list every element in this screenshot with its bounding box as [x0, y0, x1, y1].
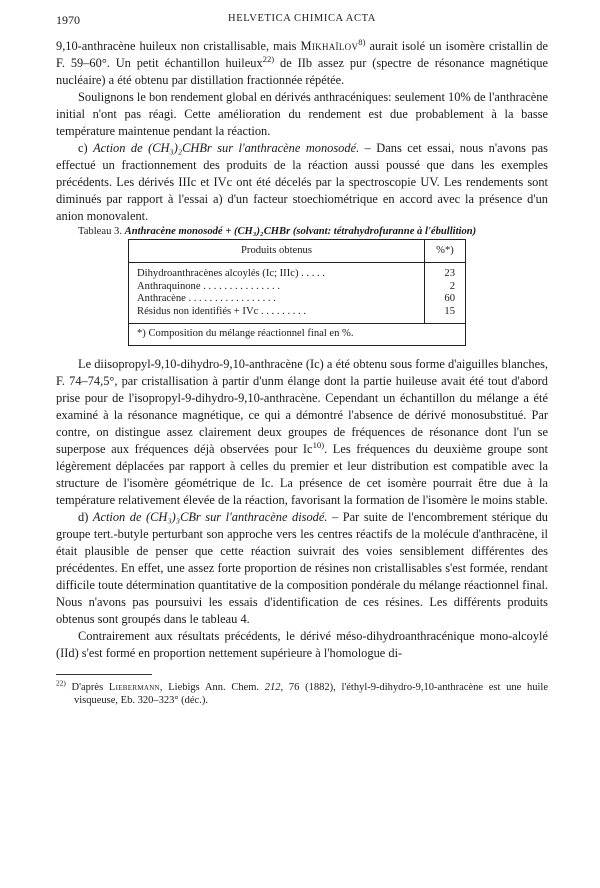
- footnote-marker: 22): [56, 678, 66, 687]
- table-footnote: *) Composition du mélange réactionnel final en %.: [137, 328, 354, 339]
- section-heading-c: Action de (CH₃)₂CHBr sur l'anthracène monosodé.: [93, 141, 360, 155]
- results-table: [128, 239, 466, 346]
- reference-marker: 10): [312, 439, 325, 450]
- footnote-divider: [56, 674, 152, 675]
- table-row-value: 15: [444, 305, 455, 317]
- table-row-label: Anthraquinone . . . . . . . . . . . . . . .: [137, 280, 281, 292]
- column-header-percent: %*): [436, 245, 454, 256]
- column-header-products: Produits obtenus: [129, 240, 425, 262]
- footnote-volume: 212: [264, 681, 281, 693]
- section-heading-d: Action de (CH₃)₃CBr sur l'anthracène disodé.: [92, 509, 328, 524]
- running-header: [56, 13, 548, 29]
- footnote: $^{22)}$ D'après Liebermann, Liebigs Ann. Chem. 212, 76 (1882), l'éthyl-9-dihydro-9,10-anthracène est une huile visqueuse, Eb. 320–323° (déc.).: [56, 678, 548, 706]
- paragraph-5: d) Action de (CH₃)₃CBr sur l'anthracène disodé. – Par suite de l'encombrement stérique du groupe tert.-butyle perturbant son approche vers les centres réactifs de la molécule d'anthracène, il était plausible de penser que cette réaction suivrait des voies sensiblement différentes des précédentes. En effet, une assez forte proportion de résines non cristallisables s'est formée, rendant difficile toute détermination quantitative de la composition pondérale du mélange réactionnel final. Nous n'avons pas poursuivi les essais d'identification de ces résines. Les différents produits obtenus sont groupés dans le tableau 4.: [56, 509, 549, 626]
- table-row-value: 23: [444, 268, 455, 279]
- paragraph-3: c) Action de (CH₃)₂CHBr sur l'anthracène monosodé. – Dans cet essai, nous n'avons pas effectué un fractionnement des produits de la réaction aussi poussé que dans les exemples précédents. Les dérivés IIIc et IVc ont été décelés par la spectroscopie UV. Les rendements sont diminués par rapport à l'essai a) d'un facteur stoechiométrique en accord avec la présence d'un anion monovalent.: [56, 141, 548, 223]
- paragraph-4: Le diisopropyl-9,10-dihydro-9,10-anthracène (Ic) a été obtenu sous forme d'aiguilles blanches, F. 74–74,5°, par cristallisation à partir d'unm élange dont la partie huileuse avait été tout d'abord prise pour de l'isopropyl-9-dihydro-9,10-anthracène. Cependant un échantillon du mélange a été examiné à la résonance magnétique, ce qui a démontré l'absence de dérivé monosubstitué. Par contre, on distingue assez clairement deux groupes de fréquences de résonance dont l'un se superpose aux fréquences déjà observées pour Ic$^{10)}$. Les fréquences du deuxième groupe sont légèrement déplacées par rapport à celles du premier et leur distribution est compatible avec la structure de l'isomère géométrique de Ic. La présence de cet isomère pourrait être due à la température relativement élevée de la réaction, favorisant la formation de l'isomère le moins stable.: [56, 356, 548, 507]
- paragraph-2: Soulignons le bon rendement global en dérivés anthracéniques: seulement 10% de l'anthracène initial n'ont pas réagi. Cette amélioration du rendement est due probablement à la basse température maintenue pendant la réaction.: [56, 90, 548, 138]
- author-name: Mikhaïlov: [300, 39, 359, 53]
- product-column: [129, 263, 425, 323]
- page-number: 1970: [56, 13, 80, 27]
- footnote-author: Liebermann: [108, 681, 160, 693]
- journal-title: HELVETICA CHIMICA ACTA: [228, 13, 376, 24]
- reference-marker: 22): [262, 53, 275, 64]
- table-row-label: Dihydroanthracènes alcoylés (Ic; IIIc) . . . . .: [137, 268, 325, 279]
- table-caption: Tableau 3. Anthracène monosodé + (CH₃)₂CHBr (solvant: tétrahydrofuranne à l'ébullition): [78, 226, 477, 237]
- paragraph-1: 9,10-anthracène huileux non cristallisable, mais Mikhaïlov$^{8)}$ aurait isolé un isomère cristallin de F. 59–60°. Un petit échantillon huileux$^{22)}$ de IIb assez pur (spectre de résonance magnétique nucléaire) a été obtenu par distillation fractionnée répétée.: [56, 36, 549, 87]
- paragraph-6: Contrairement aux résultats précédents, le dérivé méso-dihydroanthracénique mono-alcoylé (IId) s'est formé en proportion nettement supérieure à l'homologue di-: [56, 628, 548, 660]
- reference-marker: 8): [358, 36, 366, 47]
- table-row-label: Anthracène . . . . . . . . . . . . . . . . .: [137, 293, 276, 304]
- table-body: [129, 263, 465, 324]
- table-row-value: 2: [449, 280, 455, 292]
- table-header: [129, 240, 465, 263]
- percent-column: [425, 263, 465, 323]
- body-text: [56, 38, 548, 708]
- table-row-label: Résidus non identifiés + IVc . . . . . . . . .: [137, 305, 306, 317]
- table-row-value: 60: [444, 293, 455, 304]
